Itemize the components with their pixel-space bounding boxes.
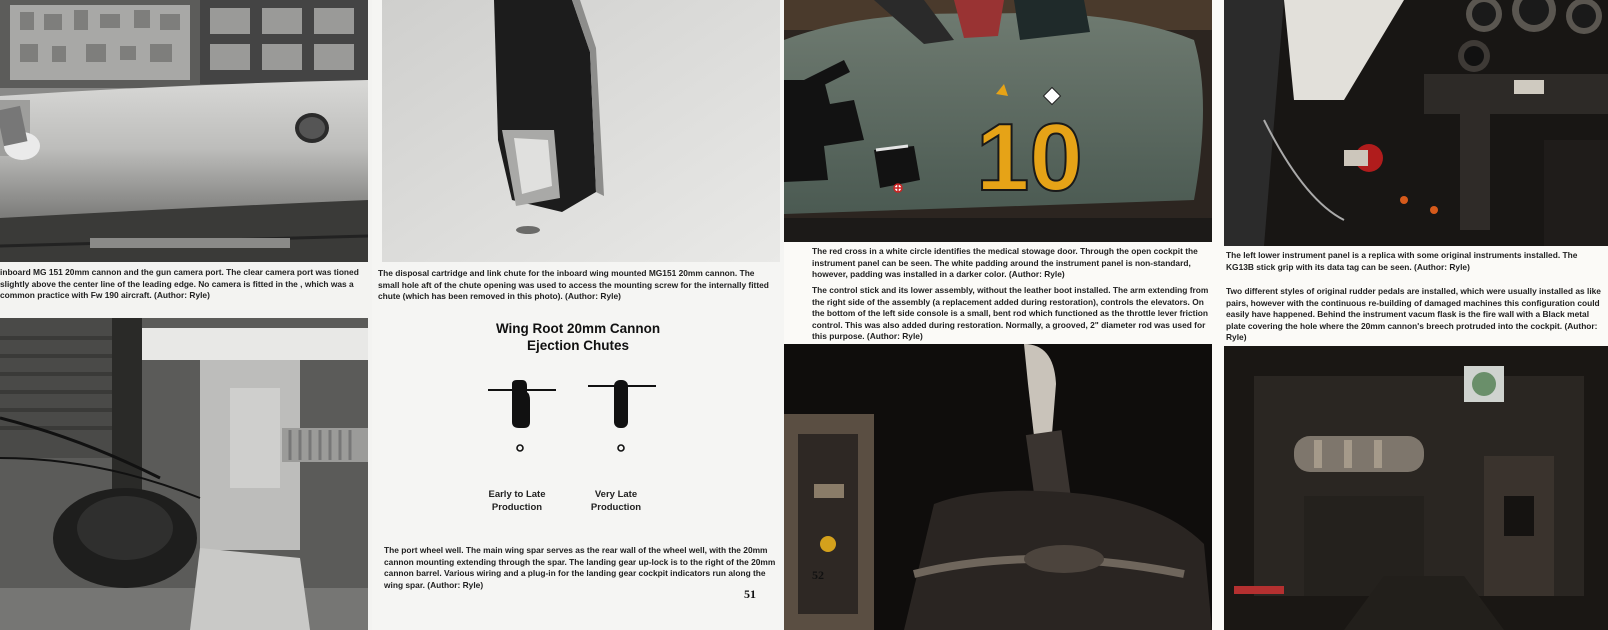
caption-cannon-camera-port: inboard MG 151 20mm cannon and the gun camera port. The clear camera port was tioned slightly above the center line of the leading edge. No camera is fitted in the , which was a common practice with Fw 190 aircraft. (Author: Ryle): [0, 267, 359, 301]
label-very-late-1: Very Late: [594, 489, 638, 500]
photo-ejection-chute-opening: [382, 0, 780, 262]
caption-medical-door: The red cross in a white circle identifies the medical stowage door. Through the open cockpit the instrument panel can be seen. The white padding around the instrument panel is non-standard, however, padding was installed in a darker color. (Author: Ryle): [812, 246, 1198, 280]
caption-wheel-well: The port wheel well. The main wing spar serves as the rear wall of the wheel well, with the 20mm cannon mounting extending through the spar. The landing gear up-lock is to the right of the 20mm cannon barrel. Various wiring and a plug-in for the landing gear cockpit indicators run along the wing spar. (Author: Ryle): [384, 545, 776, 590]
photo-fuselage-number-10: [784, 0, 1212, 242]
page-left-outer: [0, 0, 372, 630]
chute-late-hole: [618, 445, 624, 451]
photo-rudder-pedals-firewall: [1224, 346, 1608, 630]
photo-control-stick-assembly: [784, 344, 1212, 630]
ejection-chute-diagram: [472, 376, 672, 466]
caption-control-stick: The control stick and its lower assembly, without the leather boot installed. The arm extending from the right side of the assembly (a replacement added during restoration), controls the elevators. On the bottom of the left side console is a small, bent rod which functioned as the throttle lever friction control. This was also added during restoration. Normally, a grooved, 2" diameter rod was used for this purpose. (Author: Ryle): [812, 285, 1209, 342]
label-early-to-late-1: Early to Late: [488, 489, 546, 500]
photo-wing-leading-edge-cannon: [0, 0, 368, 262]
chute-early-shape: [512, 380, 530, 428]
photo-left-instrument-panel: [1224, 0, 1608, 246]
chute-late-shape: [614, 380, 628, 428]
diagram-title-line1: Wing Root 20mm Cannon: [495, 321, 661, 336]
fuselage-number: 10: [976, 104, 1083, 211]
label-very-late-2: Production: [590, 502, 642, 513]
chute-early-hole: [517, 445, 523, 451]
page-52: [784, 0, 1224, 630]
caption-rudder-pedals: Two different styles of original rudder pedals are installed, which were usually installed as like pairs, however with the continuous re-building of damaged machines this configuration could easily have happened. Behind the instrument vacum flask is the fire wall with a Black metal plate covering the hole where the 20mm cannon's breech protruded into the cockpit. (Author: Ryle): [1226, 286, 1601, 343]
page-right-outer: [1224, 0, 1608, 630]
page-number-51: 51: [744, 587, 756, 601]
page-51: [372, 0, 784, 630]
diagram-title-line2: Ejection Chutes: [526, 338, 629, 353]
page-number-52: 52: [812, 568, 824, 582]
caption-ejection-chute: The disposal cartridge and link chute for the inboard wing mounted MG151 20mm cannon. The small hole aft of the chute opening was used to access the mounting screw for the internally fitted chute (which has been removed in this photo). (Author: Ryle): [378, 268, 769, 302]
caption-left-instrument-panel: The left lower instrument panel is a replica with some original instruments installed. The KG13B stick grip with its data tag can be seen. (Author: Ryle): [1226, 250, 1578, 272]
photo-port-wheel-well: [0, 318, 368, 630]
label-early-to-late-2: Production: [491, 502, 543, 513]
